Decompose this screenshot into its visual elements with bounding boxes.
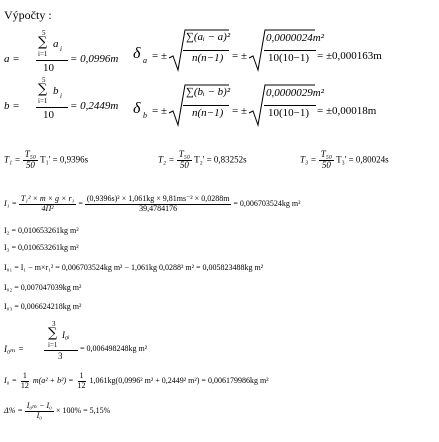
mean-a-sum-bottom: i=1: [38, 50, 48, 58]
mean-a-sum-top: 5: [42, 29, 46, 37]
inertia-02-line: I₀₂ = 0,007047039kg m²: [4, 283, 82, 292]
inertia-1-fraction-2: [85, 195, 232, 214]
percent-fraction: [25, 402, 54, 421]
delta-b-den-expr: n(n−1): [192, 107, 224, 119]
mean-a-sum-var: a: [53, 38, 59, 50]
mean-b-den: 10: [43, 109, 54, 121]
inertia-1-eq: =: [78, 199, 83, 209]
delta-a-eq1: = ±: [152, 50, 167, 62]
inertia-1-row: [4, 195, 301, 214]
theory-inertia-f1-den: 12: [20, 380, 29, 390]
delta-a-expr-bar: [183, 50, 229, 51]
period-1-lhs: T₁ =: [4, 154, 21, 165]
period-1-den: 50: [25, 159, 35, 170]
mean-inertia-sum-symbol: ∑: [48, 326, 58, 341]
page-heading: Výpočty :: [4, 8, 52, 22]
mean-b-fraction-bar: [36, 107, 68, 108]
delta-a-sub: a: [143, 56, 147, 65]
theory-inertia-mid: m(a² + b²) =: [32, 376, 74, 386]
period-3-fraction: [319, 150, 334, 171]
mean-inertia-sum-top: 3: [52, 320, 56, 328]
mean-b-sum-symbol: ∑: [38, 82, 48, 97]
theory-inertia-f2-den: 12: [77, 380, 86, 390]
delta-b-num-val: 0,0000029m²: [266, 87, 324, 99]
mean-inertia-sum-var: I₀ᵢ: [62, 330, 70, 340]
mean-a-fraction-bar: [36, 60, 68, 61]
delta-a-result: = ±0,000163m: [317, 50, 382, 62]
theory-inertia-row: [4, 372, 269, 391]
delta-a-eq2: = ±: [232, 50, 247, 62]
period-2-fraction: [177, 150, 192, 171]
inertia-1-lhs: I₁ =: [4, 199, 17, 209]
mean-inertia-sum-bottom: i=1: [48, 341, 58, 349]
theory-inertia-frac-1: [19, 372, 31, 391]
mean-b-sum-sub: i: [60, 92, 62, 100]
mean-b-sum-top: 5: [42, 76, 46, 84]
period-3-num: T₅₀: [320, 149, 332, 159]
inertia-1-fraction-1: [19, 195, 77, 214]
delta-a-symbol: δ: [133, 45, 141, 62]
period-1-value: T₁' = 0,9396s: [40, 154, 89, 165]
delta-b-eq2: = ±: [232, 105, 247, 117]
mean-a-sum-symbol: ∑: [38, 35, 48, 50]
delta-a-val-bar: [264, 50, 316, 51]
inertia-1-num1: T₁² × m × g × r₁: [20, 194, 75, 203]
period-1-num: T₅₀: [24, 149, 36, 159]
inertia-1-result: = 0,006703524kg m²: [233, 199, 301, 209]
inertia-1-num2: (0,9396s)² × 1,061kg × 9,81ms⁻² × 0,0288m: [86, 194, 230, 203]
percent-num: I₀ₘ − I₀: [26, 401, 52, 410]
mean-a-lhs: a =: [4, 53, 20, 65]
mean-a-result: = 0,0996m: [70, 53, 119, 65]
mean-b-sum-bottom: i=1: [38, 97, 48, 105]
delta-a-num-expr: ∑(aᵢ − a)²: [186, 31, 231, 43]
delta-b-eq1: = ±: [152, 105, 167, 117]
delta-b-den-val: 10(10−1): [268, 107, 310, 119]
period-2-num: T₅₀: [178, 149, 190, 159]
period-3-lhs: T₃ =: [300, 154, 317, 165]
delta-b-expr-bar: [183, 105, 229, 106]
mean-a-den: 10: [43, 62, 54, 74]
inertia-1-den2: 39,4784176: [139, 203, 178, 213]
mean-a-sum-sub: i: [60, 45, 62, 53]
theory-inertia-f1-num: 1: [22, 371, 27, 380]
period-3-den: 50: [321, 159, 331, 170]
period-2-row: [158, 150, 247, 171]
mean-b-lhs: b =: [4, 100, 20, 112]
percent-result: × 100% = 5,15%: [55, 406, 111, 416]
inertia-2-line: I₂ = 0,010653261kg m²: [4, 226, 79, 235]
percent-row: [4, 402, 110, 421]
delta-b-symbol: δ: [133, 100, 141, 117]
delta-b-result: = ±0,00018m: [317, 105, 377, 117]
mean-inertia-result: = 0,006498248kg m²: [80, 344, 148, 353]
inertia-03-line: I₀₃ = 0,006624218kg m²: [4, 302, 82, 311]
theory-inertia-rhs: 1,061kg(0,0996² m² + 0,2449² m²) = 0,006179986kg m²: [89, 376, 269, 386]
delta-a-den-expr: n(n−1): [192, 52, 224, 64]
delta-b-num-expr: ∑(bᵢ − b)²: [186, 86, 231, 98]
theory-inertia-frac-2: [76, 372, 88, 391]
theory-inertia-f2-num: 1: [79, 371, 84, 380]
delta-b-sub: b: [143, 111, 147, 120]
period-1-fraction: [23, 150, 38, 171]
inertia-3-line: I₃ = 0,010653261kg m²: [4, 243, 79, 252]
inertia-01-line: I₀₁ = I₁ − m×r₁² = 0,006703524kg m² − 1,061kg 0,0288² m² = 0,005823488kg m²: [4, 263, 264, 272]
delta-a-num-val: 0,0000024m²: [266, 32, 324, 44]
mean-inertia-den: 3: [58, 351, 63, 361]
period-2-den: 50: [179, 159, 189, 170]
period-3-value: T₃' = 0,80024s: [336, 154, 389, 165]
inertia-1-den1: 4Π²: [41, 203, 54, 213]
mean-b-sum-var: b: [53, 85, 59, 97]
percent-den: I₀: [36, 410, 43, 420]
period-3-row: [300, 150, 389, 171]
delta-a-den-val: 10(10−1): [268, 52, 310, 64]
mean-inertia-lhs: I₀ₘ =: [4, 344, 24, 354]
percent-lhs: Δ% =: [4, 406, 23, 416]
theory-inertia-lhs: I₀ =: [4, 376, 17, 386]
period-1-row: [4, 150, 88, 171]
mean-b-result: = 0,2449m: [70, 100, 119, 112]
delta-b-val-bar: [264, 105, 316, 106]
period-2-lhs: T₂ =: [158, 154, 175, 165]
period-2-value: T₂' = 0,83252s: [194, 154, 247, 165]
